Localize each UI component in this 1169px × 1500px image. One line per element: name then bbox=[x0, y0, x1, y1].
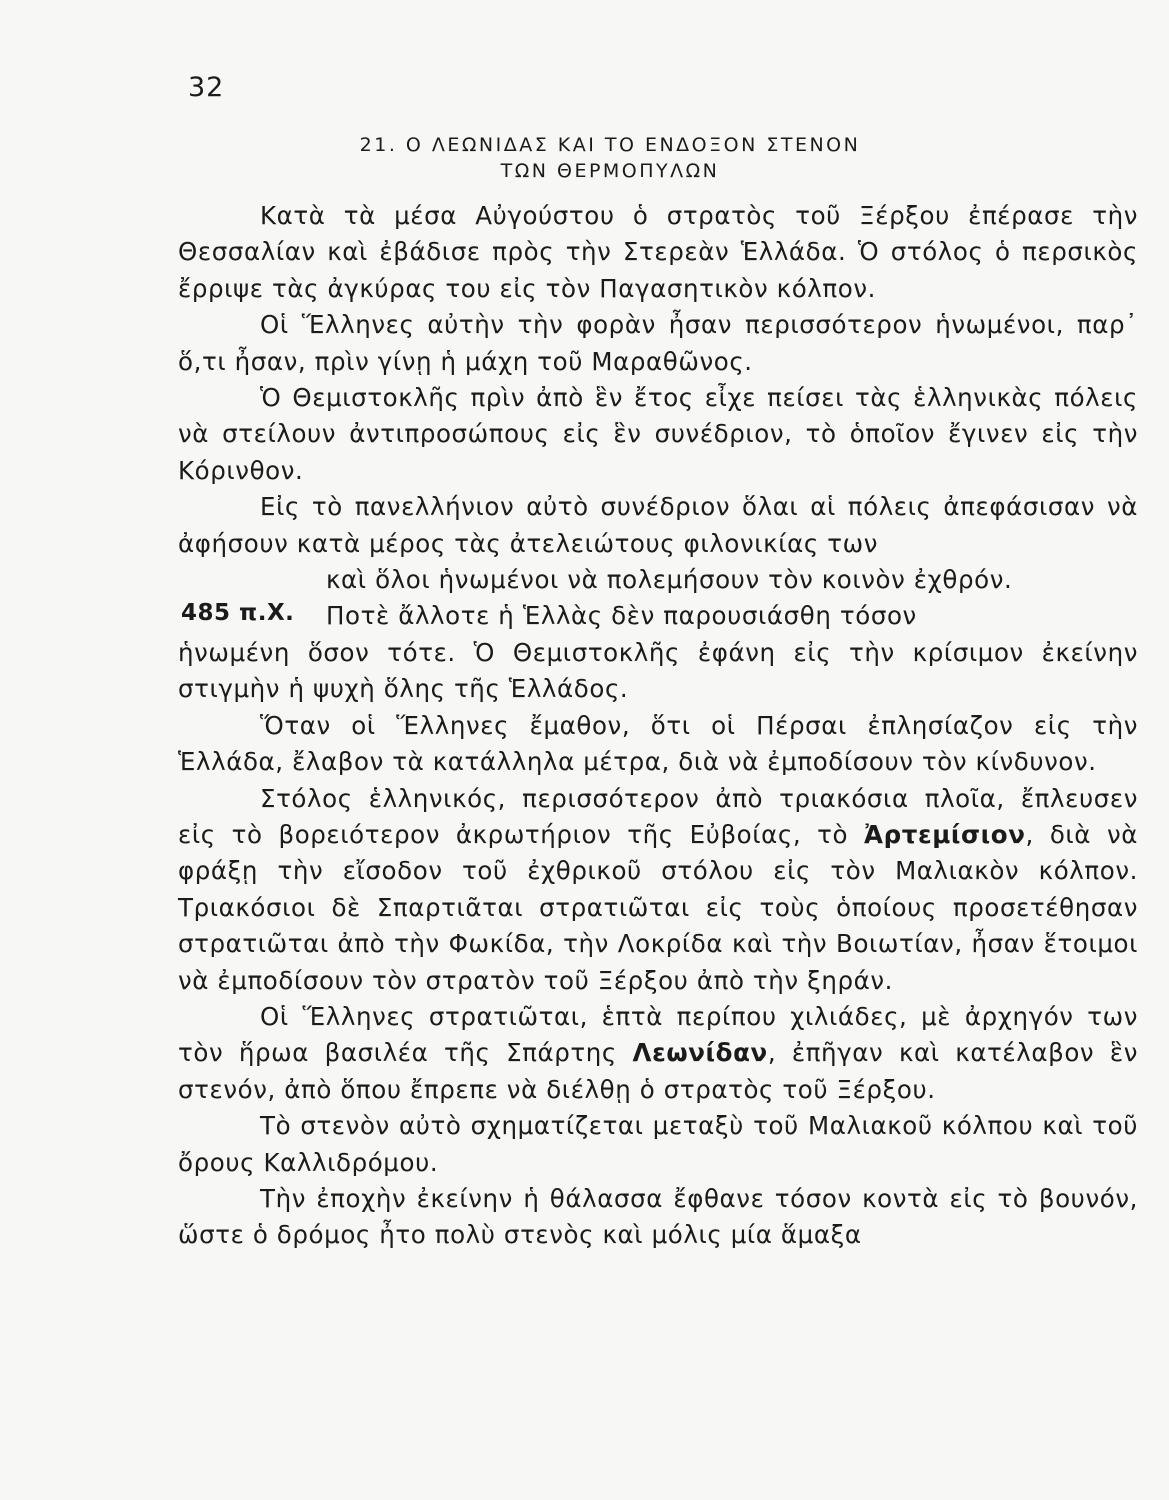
paragraph-4-date-block bbox=[178, 562, 1138, 635]
page-number: 32 bbox=[188, 72, 225, 103]
paragraph-7 bbox=[178, 999, 1138, 1108]
paragraph-4-end: ἡνωμένη ὅσον τότε. Ὁ Θεμιστοκλῆς ἐφάνη εἰς τὴν κρίσιμον ἐκείνην στιγμὴν ἡ ψυχὴ ὅλης τῆς Ἑλλάδος. bbox=[178, 637, 1138, 704]
paragraph-6-part-a: Στόλος ἑλληνικός, περισσότερον ἀπὸ τριακόσια πλοῖα, ἔπλευσεν εἰς τὸ βορειότερον ἀκρωτήριον τῆς Εὐβοίας, τὸ bbox=[178, 783, 1138, 849]
chapter-title bbox=[160, 132, 1060, 184]
paragraph-7-part-a: Οἱ Ἕλληνες στρατιῶται, ἑπτὰ περίπου χιλιάδες, μὲ ἀρχηγόν των τὸν ἥρωα βασιλέα τῆς Σπάρτης bbox=[178, 1001, 1138, 1068]
place-name-artemision: Ἀρτεμίσιον bbox=[864, 819, 1026, 849]
paragraph-4-line-b: Ποτὲ ἄλλοτε ἡ Ἑλλὰς δὲν παρουσιάσθη τόσον bbox=[326, 601, 917, 631]
chapter-title-line-1: 21. Ο ΛΕΩΝΙΔΑΣ ΚΑΙ ΤΟ ΕΝΔΟΞΟΝ ΣΤΕΝΟΝ bbox=[359, 134, 861, 156]
paragraph-9: Τὴν ἐποχὴν ἐκείνην ἡ θάλασσα ἔφθανε τόσον κοντὰ εἰς τὸ βουνόν, ὥστε ὁ δρόμος ἦτο πολὺ στενὸς καὶ μόλις μία ἅμαξα bbox=[178, 1183, 1138, 1250]
paragraph-2: Οἱ Ἕλληνες αὐτὴν τὴν φορὰν ἦσαν περισσότερον ἡνωμένοι, παρ᾽ ὅ,τι ἦσαν, πρὶν γίνῃ ἡ μάχη τοῦ Μαραθῶνος. bbox=[178, 310, 1138, 376]
paragraph-1: Κατὰ τὰ μέσα Αὐγούστου ὁ στρατὸς τοῦ Ξέρξου ἐπέρασε τὴν Θεσσαλίαν καὶ ἐβάδισε πρὸς τὴν Στερεὰν Ἑλλάδα. Ὁ στόλος ὁ περσικὸς ἔρριψε τὰς ἀγκύρας του εἰς τὸν Παγασητικὸν κόλπον. bbox=[178, 201, 1138, 303]
chapter-title-line-2: ΤΩΝ ΘΕΡΜΟΠΥΛΩΝ bbox=[500, 160, 720, 182]
paragraph-6 bbox=[178, 781, 1138, 999]
paragraph-4-line-a: καὶ ὅλοι ἡνωμένοι νὰ πολεμήσουν τὸν κοινὸν ἐχθρόν. bbox=[326, 565, 1013, 595]
paragraph-4-start: Εἰς τὸ πανελλήνιον αὐτὸ συνέδριον ὅλαι αἱ πόλεις ἀπεφάσισαν νὰ ἀφήσουν κατὰ μέρος τὰς ἀτελειώτους φιλονικίας των bbox=[178, 492, 1138, 558]
margin-date-note: 485 π.Χ. bbox=[181, 600, 295, 626]
paragraph-7-part-b: , ἐπῆγαν καὶ κατέλαβον ἓν στενόν, ἀπὸ ὅπου ἔπρεπε νὰ διέλθῃ ὁ στρατὸς τοῦ Ξέρξου. bbox=[178, 1038, 1138, 1104]
date-lines bbox=[326, 562, 1138, 635]
body-text bbox=[178, 198, 1138, 1254]
paragraph-6-part-b: , διὰ νὰ φράξῃ τὴν εἴσοδον τοῦ ἐχθρικοῦ στόλου εἰς τὸν Μαλιακὸν κόλπον. Τριακόσιοι δὲ Σπαρτιᾶται στρατιῶται εἰς τοὺς ὁποίους προσετέθησαν στρατιῶται ἀπὸ τὴν Φωκίδα, τὴν Λοκρίδα καὶ τὴν Βοιωτίαν, ἦσαν ἕτοιμοι νὰ ἐμποδίσουν τὸν στρατὸν τοῦ Ξέρξου ἀπὸ τὴν ξηράν. bbox=[178, 819, 1138, 995]
paragraph-5: Ὅταν οἱ Ἕλληνες ἔμαθον, ὅτι οἱ Πέρσαι ἐπλησίαζον εἰς τὴν Ἑλλάδα, ἔλαβον τὰ κατάλληλα μέτρα, διὰ νὰ ἐμποδίσουν τὸν κίνδυνον. bbox=[178, 710, 1138, 777]
person-name-leonidas: Λεωνίδαν bbox=[632, 1038, 768, 1068]
paragraph-3: Ὁ Θεμιστοκλῆς πρὶν ἀπὸ ἓν ἔτος εἶχε πείσει τὰς ἑλληνικὰς πόλεις νὰ στείλουν ἀντιπροσώπους εἰς ἓν συνέδριον, τὸ ὁποῖον ἔγινεν εἰς τὴν Κόρινθον. bbox=[178, 383, 1138, 485]
paragraph-8: Τὸ στενὸν αὐτὸ σχηματίζεται μεταξὺ τοῦ Μαλιακοῦ κόλπου καὶ τοῦ ὄρους Καλλιδρόμου. bbox=[178, 1111, 1138, 1177]
